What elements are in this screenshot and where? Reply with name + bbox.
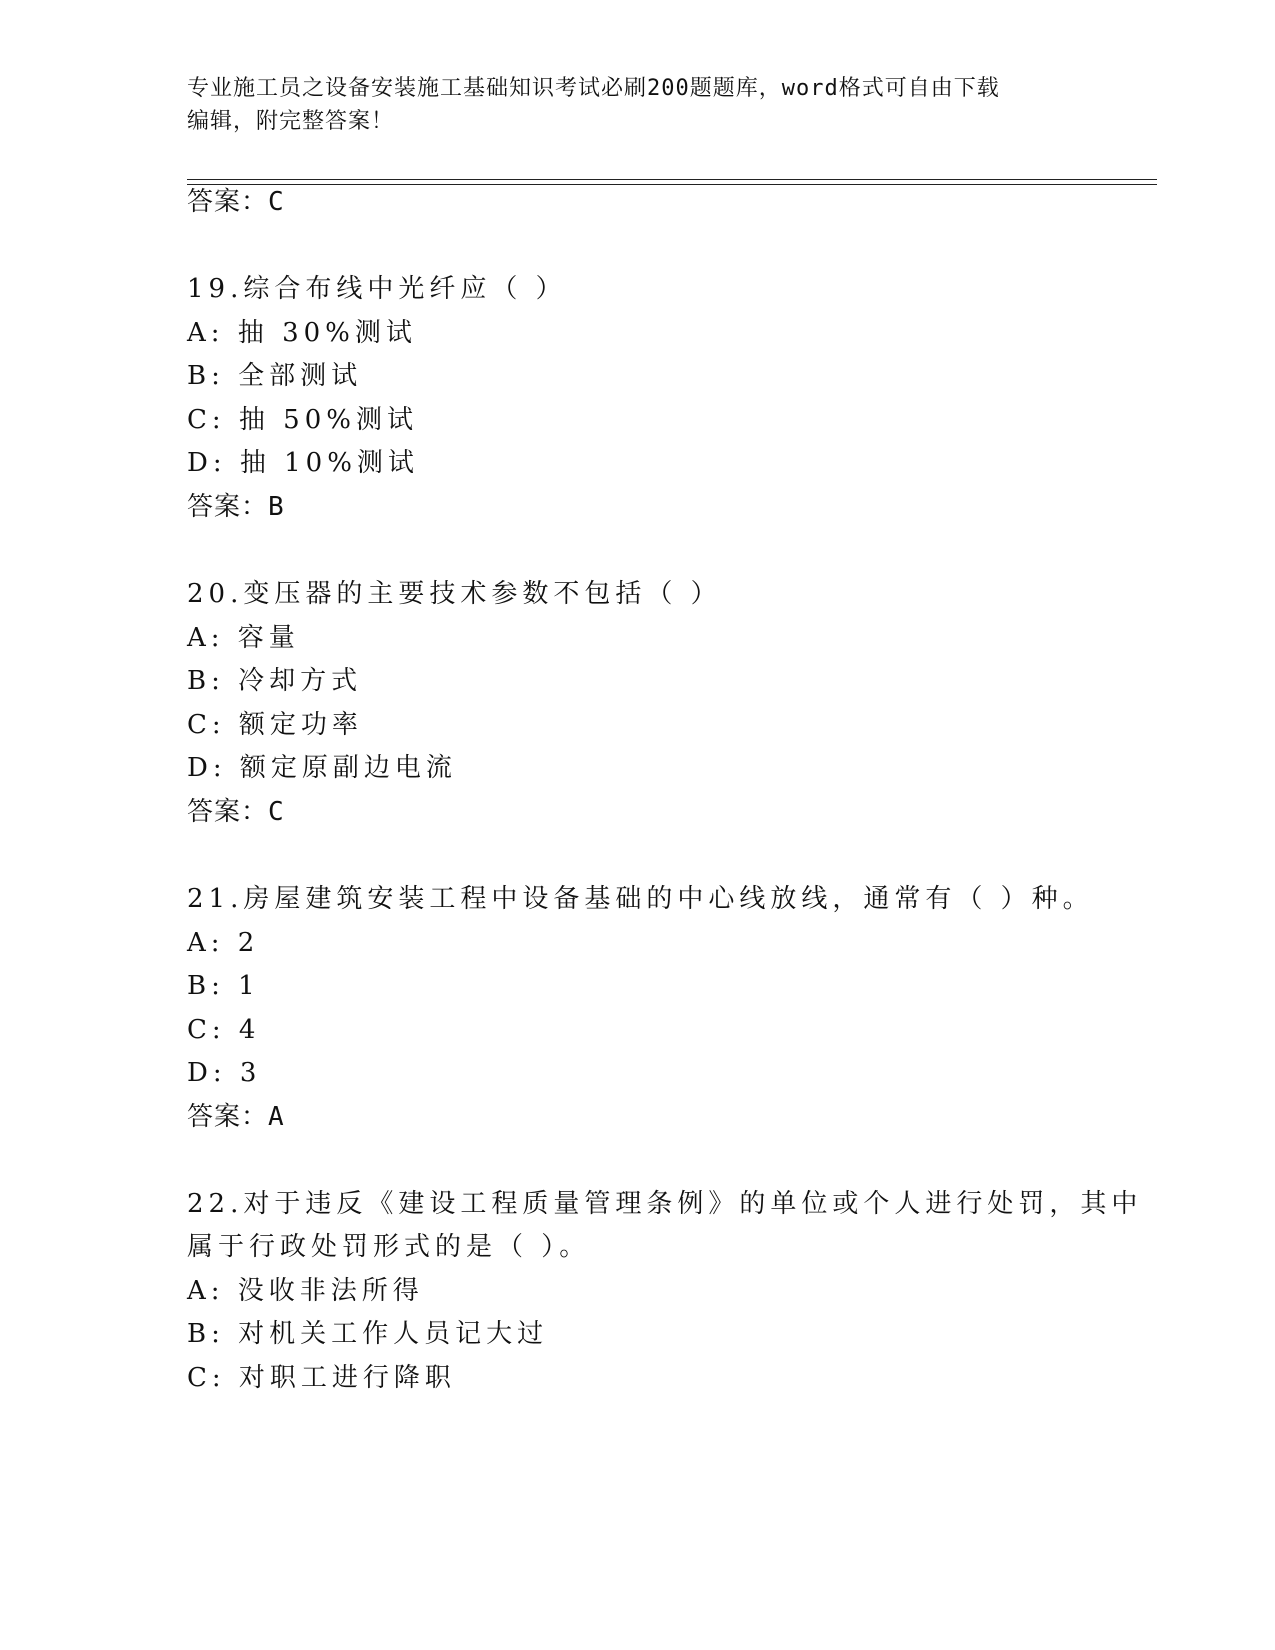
question-22-stem-line2: 属于行政处罚形式的是（ ）。 (187, 1232, 591, 1262)
header-title-line1: 专业施工员之设备安装施工基础知识考试必刷200题题库，word格式可自由下载 (187, 76, 1000, 101)
question-20-option-b: B: 冷却方式 (187, 666, 363, 696)
question-19-option-a: A: 抽 30%测试 (187, 318, 417, 348)
question-22-option-a: A: 没收非法所得 (187, 1276, 424, 1306)
answer-q18: 答案：C (187, 187, 285, 217)
answer-q19: 答案：B (187, 492, 285, 522)
header-divider-bottom (187, 184, 1157, 185)
question-20-option-c: C: 额定功率 (187, 710, 363, 740)
question-21-option-d: D: 3 (187, 1058, 262, 1088)
question-22-option-c: C: 对职工进行降职 (187, 1363, 456, 1393)
header-divider-top (187, 179, 1157, 180)
question-20-option-d: D: 额定原副边电流 (187, 753, 457, 783)
question-22-stem-line1: 22.对于违反《建设工程质量管理条例》的单位或个人进行处罚，其中 (187, 1189, 1143, 1219)
question-20-option-a: A: 容量 (187, 623, 300, 653)
question-21-option-a: A: 2 (187, 928, 260, 958)
question-19-stem: 19.综合布线中光纤应（ ） (187, 274, 567, 304)
question-21-stem: 21.房屋建筑安装工程中设备基础的中心线放线，通常有（ ）种。 (187, 884, 1094, 914)
answer-q21: 答案：A (187, 1102, 285, 1132)
question-19-option-d: D: 抽 10%测试 (187, 448, 419, 478)
question-21-option-c: C: 4 (187, 1015, 261, 1045)
answer-q20: 答案：C (187, 797, 285, 827)
question-19-option-c: C: 抽 50%测试 (187, 405, 418, 435)
question-19-option-b: B: 全部测试 (187, 361, 363, 391)
header-title-line2: 编辑，附完整答案！ (187, 109, 395, 134)
question-22-option-b: B: 对机关工作人员记大过 (187, 1319, 549, 1349)
question-21-option-b: B: 1 (187, 971, 260, 1001)
document-header (187, 72, 1087, 138)
question-20-stem: 20.变压器的主要技术参数不包括（ ） (187, 579, 722, 609)
